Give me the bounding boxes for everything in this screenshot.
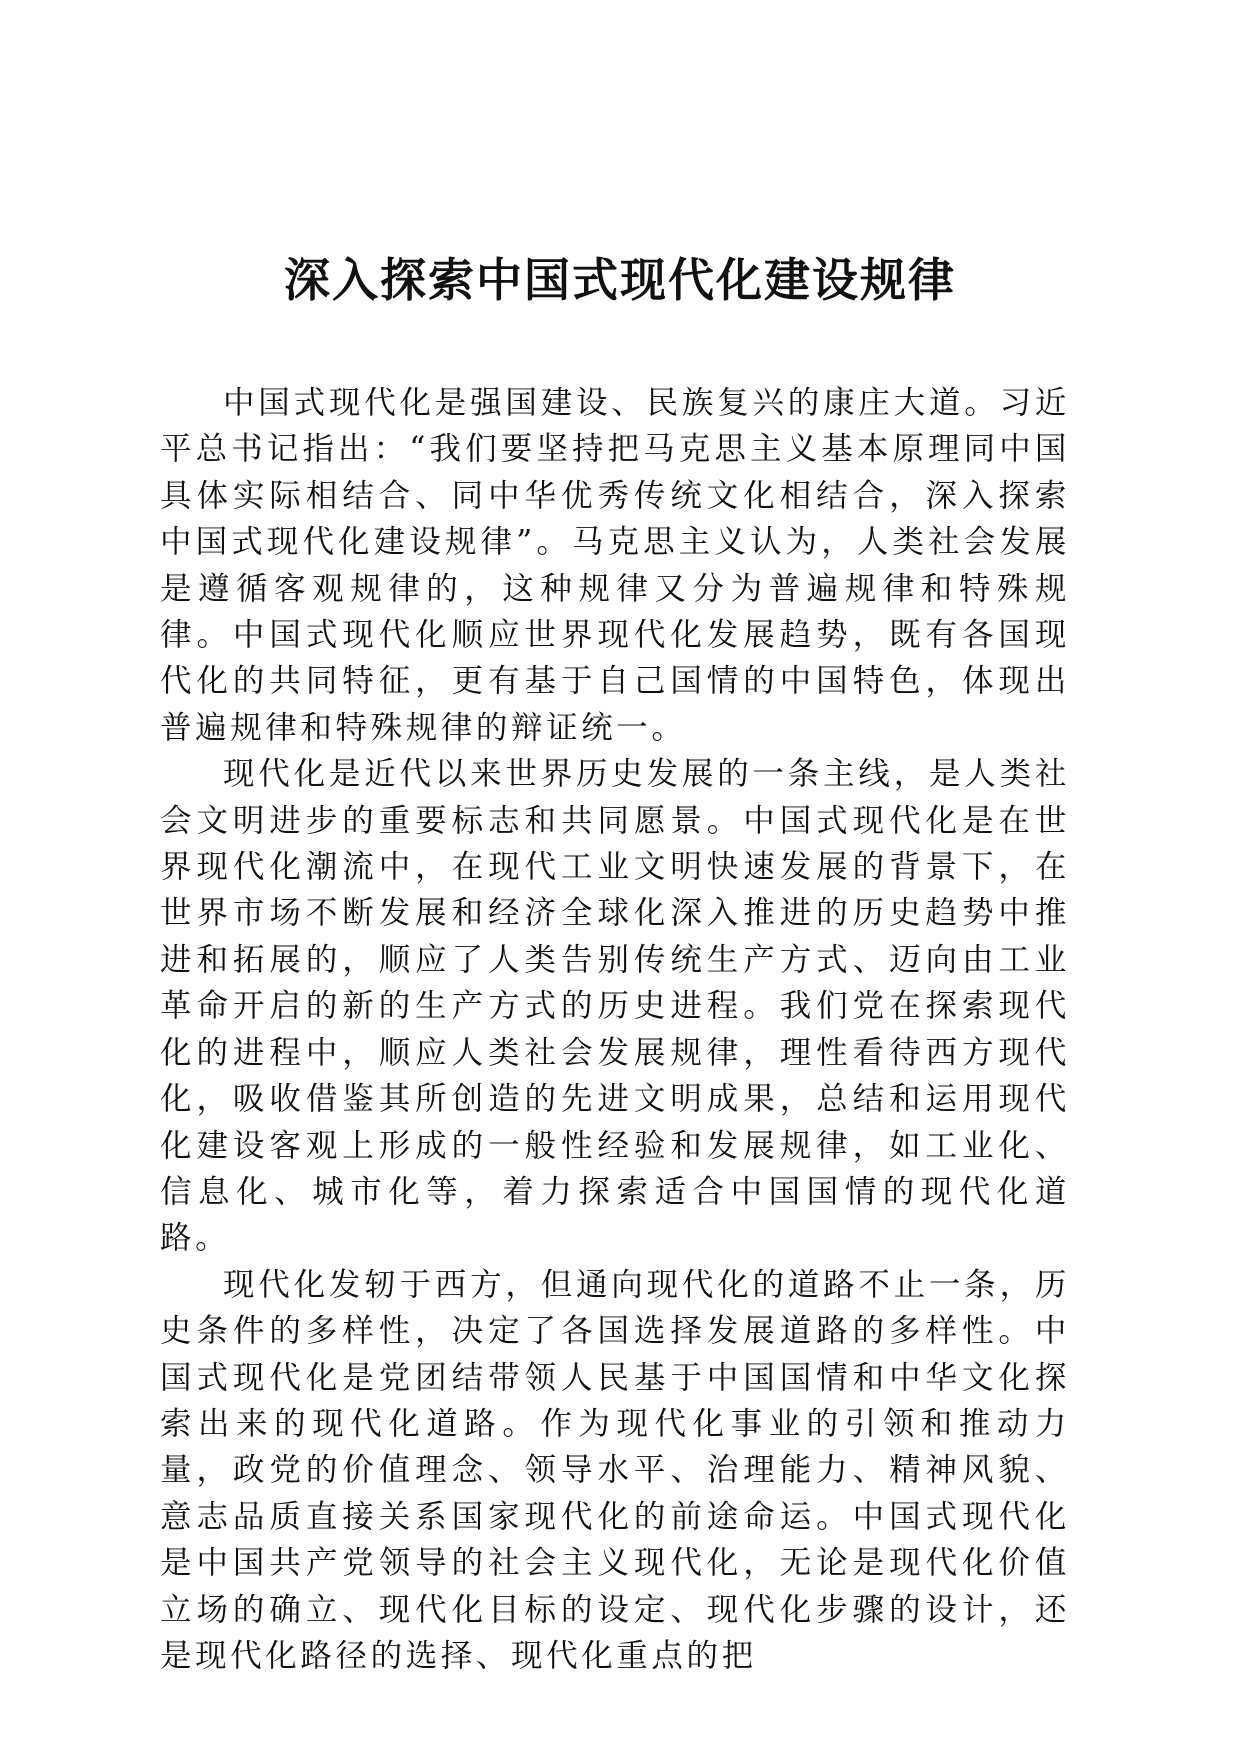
paragraph: 现代化发轫于西方，但通向现代化的道路不止一条，历史条件的多样性，决定了各国选择发展道路的多样性。中国式现代化是党团结带领人民基于中国国情和中华文化探索出来的现代化道路。作为现代化事业的引领和推动力量，政党的价值理念、领导水平、治理能力、精神风貌、意志品质直接关系国家现代化的前途命运。中国式现代化是中国共产党领导的社会主义现代化，无论是现代化价值立场的确立、现代化目标的设定、现代化步骤的设计，还是现代化路径的选择、现代化重点的把: [160, 1266, 1070, 1674]
paragraph: 中国式现代化是强国建设、民族复兴的康庄大道。习近平总书记指出：“我们要坚持把马克思主义基本原理同中国具体实际相结合、同中华优秀传统文化相结合，深入探索中国式现代化建设规律”。马克思主义认为，人类社会发展是遵循客观规律的，这种规律又分为普遍规律和特殊规律。中国式现代化顺应世界现代化发展趋势，既有各国现代化的共同特征，更有基于自己国情的中国特色，体现出普遍规律和特殊规律的辩证统一。: [160, 385, 1070, 746]
document-body: [160, 380, 1070, 1679]
paragraph: 现代化是近代以来世界历史发展的一条主线，是人类社会文明进步的重要标志和共同愿景。中国式现代化是在世界现代化潮流中，在现代工业文明快速发展的背景下，在世界市场不断发展和经济全球化深入推进的历史趋势中推进和拓展的，顺应了人类告别传统生产方式、迈向由工业革命开启的新的生产方式的历史进程。我们党在探索现代化的进程中，顺应人类社会发展规律，理性看待西方现代化，吸收借鉴其所创造的先进文明成果，总结和运用现代化建设客观上形成的一般性经验和发展规律，如工业化、信息化、城市化等，着力探索适合中国国情的现代化道路。: [160, 756, 1070, 1257]
document-title: 深入探索中国式现代化建设规律: [284, 253, 956, 307]
